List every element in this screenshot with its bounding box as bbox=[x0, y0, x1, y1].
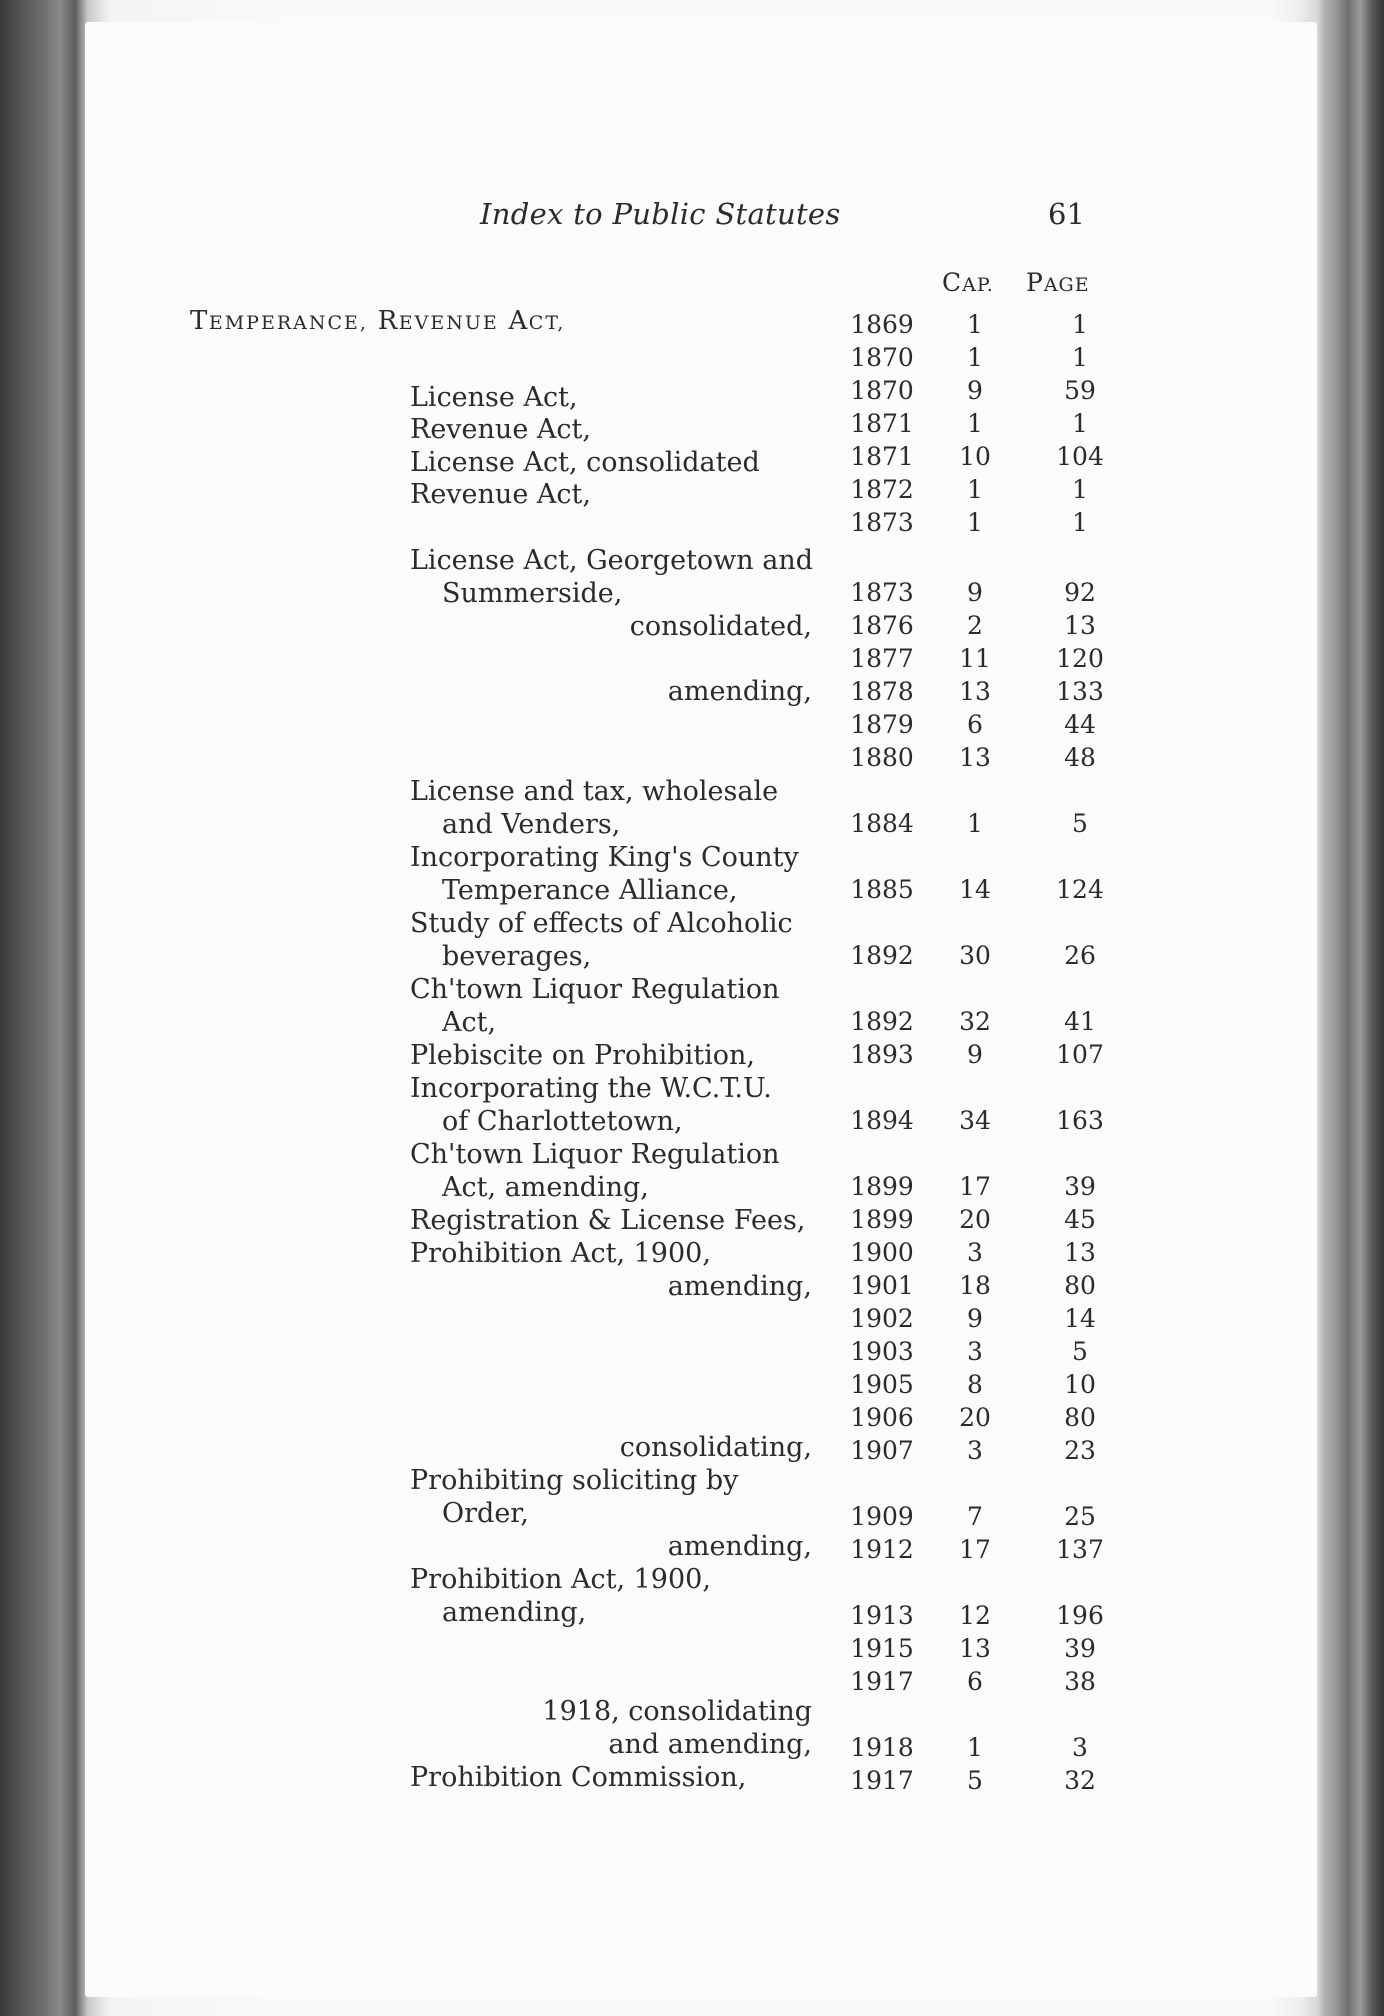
page-cell: 13 bbox=[1064, 1238, 1096, 1267]
year-cell: 1900 bbox=[850, 1238, 914, 1267]
cap-cell: 18 bbox=[959, 1271, 991, 1300]
entry-line: consolidated, bbox=[629, 611, 812, 642]
entry-line: of Charlottetown, bbox=[442, 1106, 683, 1137]
page-cell: 80 bbox=[1064, 1403, 1096, 1432]
year-cell: 1885 bbox=[850, 875, 914, 904]
cap-column-header: CAP. bbox=[942, 268, 994, 297]
year-cell: 1877 bbox=[850, 644, 914, 673]
cap-cell: 2 bbox=[967, 611, 983, 640]
cap-cell: 34 bbox=[959, 1106, 991, 1135]
year-cell: 1893 bbox=[850, 1040, 914, 1069]
page-cell: 5 bbox=[1072, 809, 1088, 838]
cap-cell: 9 bbox=[967, 1304, 983, 1333]
entry-line: License and tax, wholesale bbox=[410, 776, 779, 807]
year-cell: 1873 bbox=[850, 508, 914, 537]
page-cell: 1 bbox=[1072, 475, 1088, 504]
year-cell: 1884 bbox=[850, 809, 914, 838]
page-cell: 1 bbox=[1072, 409, 1088, 438]
entry-line: Prohibition Act, 1900, bbox=[410, 1238, 711, 1269]
year-cell: 1879 bbox=[850, 710, 914, 739]
cap-cell: 8 bbox=[967, 1370, 983, 1399]
page-cell: 26 bbox=[1064, 941, 1096, 970]
page-cell: 25 bbox=[1064, 1502, 1096, 1531]
cap-cell: 20 bbox=[959, 1205, 991, 1234]
page-cell: 107 bbox=[1056, 1040, 1104, 1069]
entry-line: Order, bbox=[442, 1498, 529, 1529]
year-cell: 1917 bbox=[850, 1667, 914, 1696]
cap-cell: 3 bbox=[967, 1238, 983, 1267]
page-cell: 48 bbox=[1064, 743, 1096, 772]
cap-cell: 1 bbox=[967, 508, 983, 537]
year-cell: 1906 bbox=[850, 1403, 914, 1432]
entry-line: Temperance Alliance, bbox=[442, 875, 738, 906]
year-cell: 1899 bbox=[850, 1172, 914, 1201]
cap-cell: 1 bbox=[967, 809, 983, 838]
page-cell: 38 bbox=[1064, 1667, 1096, 1696]
entry-line: Prohibition Commission, bbox=[410, 1762, 747, 1793]
running-head: Index to Public Statutes bbox=[480, 197, 841, 231]
year-cell: 1903 bbox=[850, 1337, 914, 1366]
year-cell: 1912 bbox=[850, 1535, 914, 1564]
cap-cell: 9 bbox=[967, 1040, 983, 1069]
cap-cell: 7 bbox=[967, 1502, 983, 1531]
year-cell: 1870 bbox=[850, 376, 914, 405]
entry-line: Prohibiting soliciting by bbox=[410, 1465, 739, 1496]
entry-line: Incorporating King's County bbox=[410, 842, 799, 873]
cap-cell: 10 bbox=[959, 442, 991, 471]
page-cell: 59 bbox=[1064, 376, 1096, 405]
entry-line: amending, bbox=[667, 1271, 812, 1302]
page-cell: 39 bbox=[1064, 1634, 1096, 1663]
year-cell: 1907 bbox=[850, 1436, 914, 1465]
page-cell: 45 bbox=[1064, 1205, 1096, 1234]
year-cell: 1901 bbox=[850, 1271, 914, 1300]
cap-cell: 13 bbox=[959, 743, 991, 772]
cap-cell: 1 bbox=[967, 1733, 983, 1762]
year-cell: 1905 bbox=[850, 1370, 914, 1399]
page-cell: 124 bbox=[1056, 875, 1104, 904]
page-cell: 104 bbox=[1056, 442, 1104, 471]
cap-cell: 30 bbox=[959, 941, 991, 970]
page-cell: 163 bbox=[1056, 1106, 1104, 1135]
year-cell: 1878 bbox=[850, 677, 914, 706]
page-cell: 14 bbox=[1064, 1304, 1096, 1333]
entry-line: and amending, bbox=[608, 1729, 812, 1760]
year-cell: 1871 bbox=[850, 409, 914, 438]
entry-line: Prohibition Act, 1900, bbox=[410, 1564, 711, 1595]
page-cell: 23 bbox=[1064, 1436, 1096, 1465]
page-cell: 10 bbox=[1064, 1370, 1096, 1399]
year-cell: 1876 bbox=[850, 611, 914, 640]
page-cell: 120 bbox=[1056, 644, 1104, 673]
cap-cell: 6 bbox=[967, 710, 983, 739]
year-cell: 1892 bbox=[850, 941, 914, 970]
entry-line: Study of effects of Alcoholic bbox=[410, 908, 793, 939]
cap-cell: 20 bbox=[959, 1403, 991, 1432]
entry-line: License Act, bbox=[410, 382, 578, 413]
year-cell: 1917 bbox=[850, 1766, 914, 1795]
entry-line: Act, amending, bbox=[442, 1172, 649, 1203]
entry-line: License Act, Georgetown and bbox=[410, 545, 814, 576]
entry-line: License Act, consolidated bbox=[410, 447, 760, 478]
cap-cell: 1 bbox=[967, 475, 983, 504]
page-number: 61 bbox=[1048, 197, 1085, 231]
cap-cell: 9 bbox=[967, 376, 983, 405]
cap-cell: 32 bbox=[959, 1007, 991, 1036]
entry-line: beverages, bbox=[442, 941, 592, 972]
page-cell: 13 bbox=[1064, 611, 1096, 640]
page-cell: 1 bbox=[1072, 508, 1088, 537]
page-cell: 1 bbox=[1072, 343, 1088, 372]
entry-line: consolidating, bbox=[619, 1432, 812, 1463]
entry-line: Revenue Act, bbox=[410, 414, 591, 445]
year-cell: 1872 bbox=[850, 475, 914, 504]
year-cell: 1909 bbox=[850, 1502, 914, 1531]
year-cell: 1892 bbox=[850, 1007, 914, 1036]
cap-cell: 12 bbox=[959, 1601, 991, 1630]
subject-heading: TEMPERANCE, REVENUE ACT, bbox=[190, 306, 566, 336]
page-cell: 32 bbox=[1064, 1766, 1096, 1795]
cap-cell: 3 bbox=[967, 1436, 983, 1465]
cap-cell: 1 bbox=[967, 343, 983, 372]
page-cell: 44 bbox=[1064, 710, 1096, 739]
page-cell: 137 bbox=[1056, 1535, 1104, 1564]
cap-cell: 9 bbox=[967, 578, 983, 607]
entry-line: amending, bbox=[442, 1597, 587, 1628]
year-cell: 1871 bbox=[850, 442, 914, 471]
entry-line: Incorporating the W.C.T.U. bbox=[410, 1073, 772, 1104]
year-cell: 1918 bbox=[850, 1733, 914, 1762]
year-cell: 1915 bbox=[850, 1634, 914, 1663]
entry-line: Revenue Act, bbox=[410, 479, 591, 510]
entry-line: Ch'town Liquor Regulation bbox=[410, 974, 780, 1005]
page-cell: 133 bbox=[1056, 677, 1104, 706]
page-cell: 41 bbox=[1064, 1007, 1096, 1036]
cap-cell: 17 bbox=[959, 1172, 991, 1201]
entry-line: Act, bbox=[442, 1007, 497, 1038]
cap-cell: 13 bbox=[959, 1634, 991, 1663]
year-cell: 1873 bbox=[850, 578, 914, 607]
page-cell: 5 bbox=[1072, 1337, 1088, 1366]
cap-cell: 17 bbox=[959, 1535, 991, 1564]
year-cell: 1869 bbox=[850, 310, 914, 339]
page-cell: 39 bbox=[1064, 1172, 1096, 1201]
cap-cell: 1 bbox=[967, 409, 983, 438]
cap-cell: 11 bbox=[959, 644, 991, 673]
year-cell: 1913 bbox=[850, 1601, 914, 1630]
entry-line: amending, bbox=[667, 1531, 812, 1562]
page-cell: 92 bbox=[1064, 578, 1096, 607]
year-cell: 1894 bbox=[850, 1106, 914, 1135]
cap-cell: 1 bbox=[967, 310, 983, 339]
cap-cell: 14 bbox=[959, 875, 991, 904]
entry-line: Registration & License Fees, bbox=[410, 1205, 806, 1236]
entry-line: Ch'town Liquor Regulation bbox=[410, 1139, 780, 1170]
entry-line: Plebiscite on Prohibition, bbox=[410, 1040, 755, 1071]
entry-line: amending, bbox=[667, 676, 812, 707]
entry-line: and Venders, bbox=[442, 809, 621, 840]
cap-cell: 13 bbox=[959, 677, 991, 706]
page-cell: 196 bbox=[1056, 1601, 1104, 1630]
cap-cell: 3 bbox=[967, 1337, 983, 1366]
page-cell: 1 bbox=[1072, 310, 1088, 339]
year-cell: 1880 bbox=[850, 743, 914, 772]
page-cell: 80 bbox=[1064, 1271, 1096, 1300]
entry-line: 1918, consolidating bbox=[542, 1696, 812, 1727]
page-cell: 3 bbox=[1072, 1733, 1088, 1762]
year-cell: 1899 bbox=[850, 1205, 914, 1234]
page-column-header: PAGE bbox=[1026, 268, 1090, 297]
year-cell: 1902 bbox=[850, 1304, 914, 1333]
cap-cell: 6 bbox=[967, 1667, 983, 1696]
entry-line: Summerside, bbox=[442, 578, 623, 609]
year-cell: 1870 bbox=[850, 343, 914, 372]
cap-cell: 5 bbox=[967, 1766, 983, 1795]
